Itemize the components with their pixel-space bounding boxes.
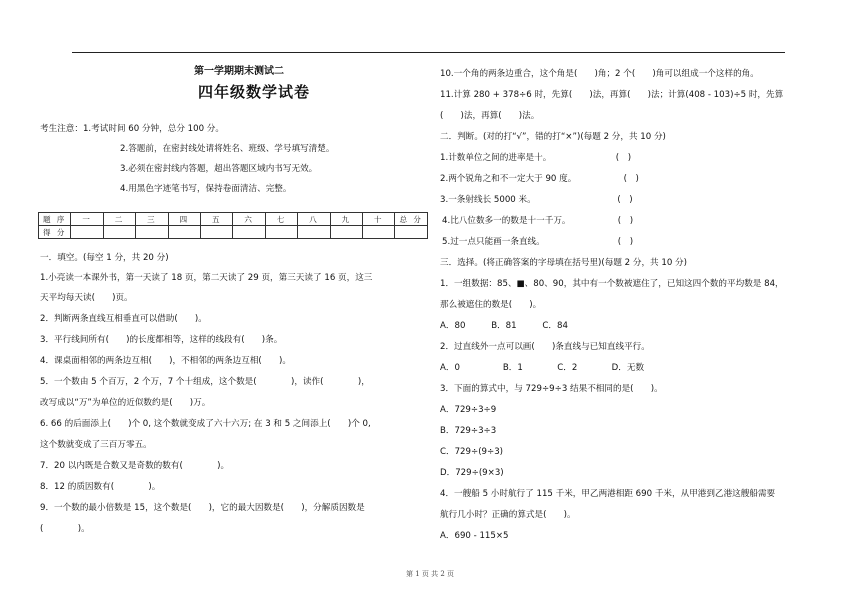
choice-options: A．80 B．81 C．84 [440, 321, 568, 331]
question-line: 改写成以“万”为单位的近似数约是( )万。 [40, 398, 211, 408]
score-cell [103, 226, 135, 239]
section-heading-true-false: 二．判断。(对的打“√”，错的打“×”)(每题 2 分，共 10 分) [440, 132, 666, 142]
score-cell [136, 226, 168, 239]
question-line: 8．12 的质因数有( )。 [40, 482, 161, 492]
score-header-cell: 四 [168, 213, 200, 226]
question-line: 6. 66 的后面添上( )个 0, 这个数就变成了六十六万; 在 3 和 5 之间添上( )个 0, [40, 419, 371, 429]
question-line: 9．一个数的最小倍数是 15，这个数是( )，它的最大因数是( )，分解质因数是 [40, 503, 365, 513]
section-heading-fill-in: 一．填空。(每空 1 分，共 20 分) [40, 253, 169, 263]
question-line: 这个数就变成了三百万零五。 [40, 440, 152, 450]
choice-option: B．729÷3÷3 [440, 426, 497, 436]
score-cell [363, 226, 395, 239]
question-line: 5．一个数由 5 个百万，2 个万，7 个十组成，这个数是( )，读作( )， [40, 377, 370, 387]
question-line: 天平均每天读( )页。 [40, 293, 133, 303]
question-line: 4.比八位数多一的数是十一千万。 ( ) [442, 216, 634, 226]
score-header-cell: 六 [233, 213, 265, 226]
score-header-cell: 三 [136, 213, 168, 226]
score-header-cell: 五 [201, 213, 233, 226]
exam-title: 四年级数学试卷 [198, 83, 311, 101]
question-line: 10.一个角的两条边重合，这个角是( )角；2 个( )角可以组成一个这样的角。 [440, 69, 759, 79]
question-line: 航行几小时？正确的算式是( )。 [440, 510, 576, 520]
choice-option: A．690 - 115×5 [440, 531, 509, 541]
question-line: 那么被遮住的数是( )。 [440, 300, 542, 310]
question-line: 2．判断两条直线互相垂直可以借助( )。 [40, 314, 207, 324]
score-cell [71, 226, 103, 239]
note-line: 4.用黑色字迹笔书写，保持卷面清洁、完整。 [120, 184, 292, 194]
score-header-cell: 总 分 [395, 213, 428, 226]
section-heading-choice: 三．选择。(将正确答案的字母填在括号里)(每题 2 分，共 10 分) [440, 258, 687, 268]
score-table-score-row [39, 226, 428, 239]
question-line: 11.计算 280 + 378÷6 时，先算( )法，再算( )法；计算(408 - 103)÷5 时，先算 [440, 90, 784, 100]
page-footer: 第 1 页 共 2 页 [405, 570, 455, 578]
question-line: 4．一艘船 5 小时航行了 115 千米，甲乙两港相距 690 千米，从甲港到乙港这艘船需要 [440, 489, 776, 499]
question-line: 3．平行线间所有( )的长度都相等，这样的线段有( )条。 [40, 335, 283, 345]
score-table [38, 212, 428, 239]
top-rule [72, 52, 785, 53]
note-line: 3.必须在密封线内答题，超出答题区域内书写无效。 [120, 164, 318, 174]
score-cell [265, 226, 297, 239]
score-header-cell: 八 [298, 213, 330, 226]
question-line: 5.过一点只能画一条直线。 ( ) [442, 237, 634, 247]
score-row-label: 得 分 [39, 226, 71, 239]
score-header-cell: 一 [71, 213, 103, 226]
question-line: 1．一组数据：85、■、80、90，其中有一个数被遮住了，已知这四个数的平均数是 84， [440, 279, 784, 289]
choice-option: A．729÷3÷9 [440, 405, 497, 415]
score-cell [395, 226, 428, 239]
exam-subtitle: 第一学期期末测试二 [194, 66, 284, 77]
score-cell [201, 226, 233, 239]
score-cell [233, 226, 265, 239]
question-line: ( )法，再算( )法。 [440, 111, 540, 121]
question-line: 7．20 以内既是合数又是奇数的数有( )。 [40, 461, 230, 471]
question-line: 1.计数单位之间的进率是十。 ( ) [440, 153, 632, 163]
question-line: 4．课桌面相邻的两条边互相( )，不相邻的两条边互相( )。 [40, 356, 291, 366]
score-header-cell: 七 [265, 213, 297, 226]
question-line: 3.一条射线长 5000 米。 ( ) [440, 195, 633, 205]
question-line: 2.两个锐角之和不一定大于 90 度。 ( ) [440, 174, 639, 184]
score-header-cell: 二 [103, 213, 135, 226]
score-table-header-row [39, 213, 428, 226]
question-line: ( )。 [40, 524, 90, 534]
score-cell [168, 226, 200, 239]
score-cell [330, 226, 362, 239]
note-line: 考生注意：1.考试时间 60 分钟，总分 100 分。 [40, 124, 224, 134]
note-line: 2.答题前，在密封线处请将姓名、班级、学号填写清楚。 [120, 144, 335, 154]
choice-option: D．729÷(9×3) [440, 468, 504, 478]
choice-options: A．0 B．1 C．2 D．无数 [440, 363, 645, 373]
score-header-cell: 题 序 [39, 213, 71, 226]
score-header-cell: 九 [330, 213, 362, 226]
question-line: 3．下面的算式中，与 729÷9÷3 结果不相同的是( )。 [440, 384, 663, 394]
choice-option: C．729÷(9÷3) [440, 447, 504, 457]
score-cell [298, 226, 330, 239]
question-line: 1.小亮读一本课外书，第一天读了 18 页，第二天读了 29 页，第三天读了 16 页，这三 [40, 273, 373, 283]
question-line: 2．过直线外一点可以画( )条直线与已知直线平行。 [440, 342, 650, 352]
score-header-cell: 十 [363, 213, 395, 226]
